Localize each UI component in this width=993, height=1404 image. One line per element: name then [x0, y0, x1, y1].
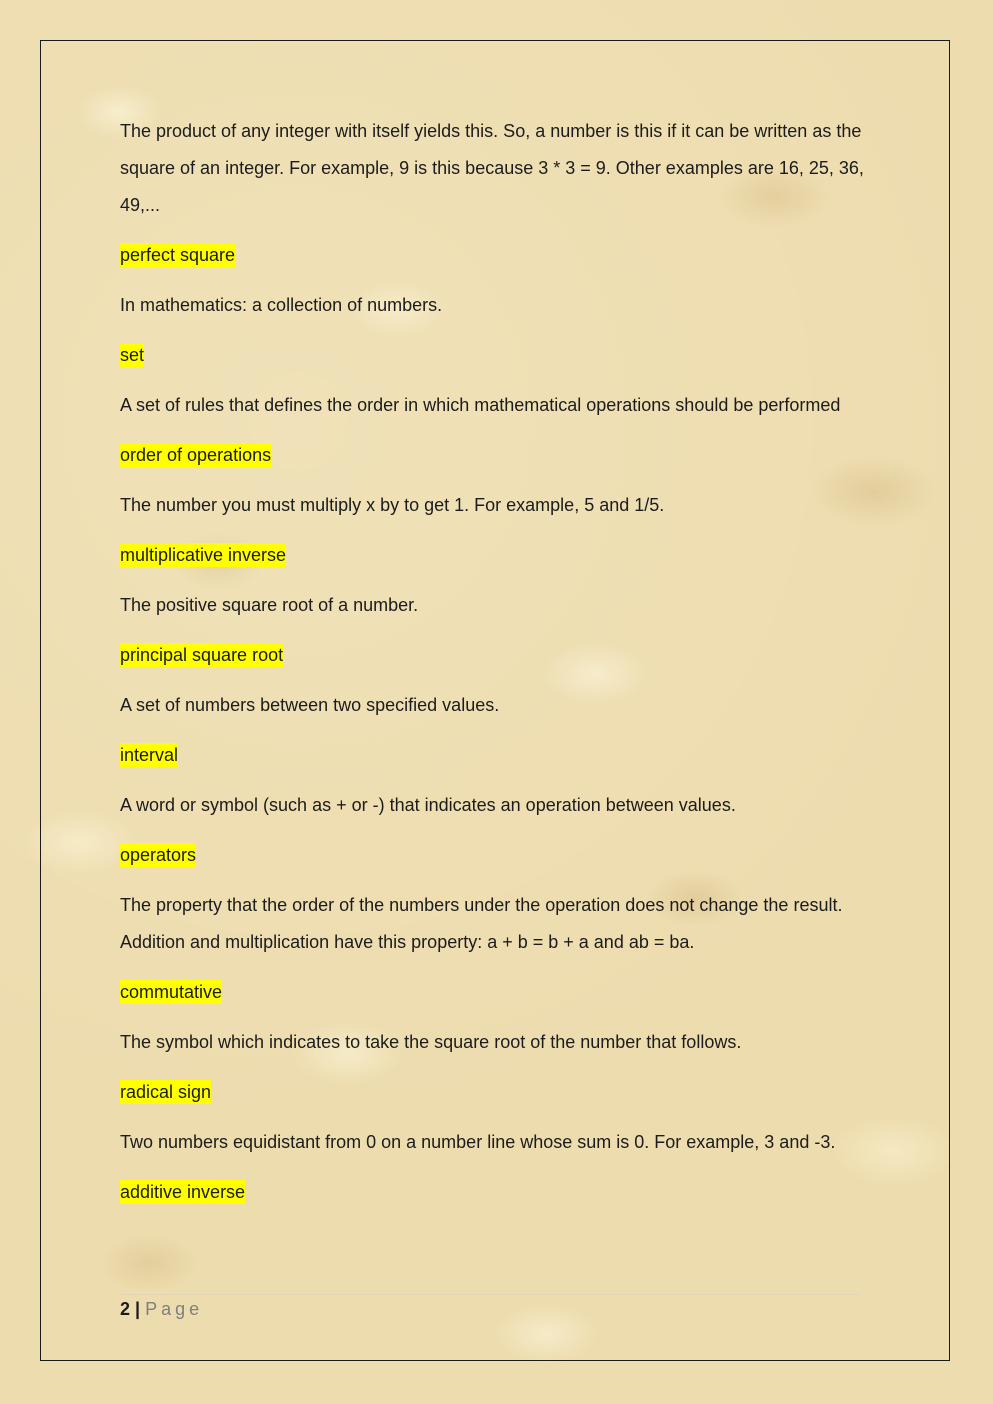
definition-principal-square-root: The positive square root of a number.: [120, 595, 419, 615]
definition-multiplicative-inverse: The number you must multiply x by to get 1. For example, 5 and 1/5.: [120, 495, 665, 515]
term-highlight: interval: [120, 745, 179, 765]
definition-additive-inverse: Two numbers equidistant from 0 on a number line whose sum is 0. For example, 3 and -3.: [120, 1132, 836, 1152]
definition-perfect-square: The product of any integer with itself yields this. So, a number is this if it can be written as the square of an integer. For example, 9 is this because 3 * 3 = 9. Other examples are 16, 25, 36, 49,...: [120, 121, 864, 215]
page-separator: |: [135, 1299, 141, 1319]
term-interval: [120, 737, 870, 774]
term-highlight: principal square root: [120, 645, 284, 665]
definition-interval: A set of numbers between two specified values.: [120, 695, 500, 715]
definition-set: In mathematics: a collection of numbers.: [120, 295, 443, 315]
term-highlight: multiplicative inverse: [120, 545, 287, 565]
term-additive-inverse: [120, 1174, 870, 1211]
page-label: Page: [145, 1299, 204, 1319]
term-highlight: additive inverse: [120, 1182, 246, 1202]
definition-operators: A word or symbol (such as + or -) that indicates an operation between values.: [120, 795, 736, 815]
term-highlight: perfect square: [120, 245, 236, 265]
page-number: 2: [120, 1299, 131, 1319]
glossary-content: [120, 113, 870, 1224]
term-principal-square-root: [120, 637, 870, 674]
term-radical-sign: [120, 1074, 870, 1111]
term-highlight: operators: [120, 845, 197, 865]
page-footer: [120, 1294, 860, 1321]
term-highlight: set: [120, 345, 145, 365]
definition-commutative: The property that the order of the numbers under the operation does not change the result. Addition and multiplication have this property: a + b = b + a and ab = ba.: [120, 895, 843, 952]
term-highlight: commutative: [120, 982, 223, 1002]
term-set: [120, 337, 870, 374]
term-perfect-square: [120, 237, 870, 274]
term-commutative: [120, 974, 870, 1011]
term-highlight: order of operations: [120, 445, 272, 465]
term-operators: [120, 837, 870, 874]
definition-order-of-operations: A set of rules that defines the order in which mathematical operations should be performed: [120, 395, 841, 415]
term-order-of-operations: [120, 437, 870, 474]
term-multiplicative-inverse: [120, 537, 870, 574]
term-highlight: radical sign: [120, 1082, 212, 1102]
definition-radical-sign: The symbol which indicates to take the square root of the number that follows.: [120, 1032, 742, 1052]
